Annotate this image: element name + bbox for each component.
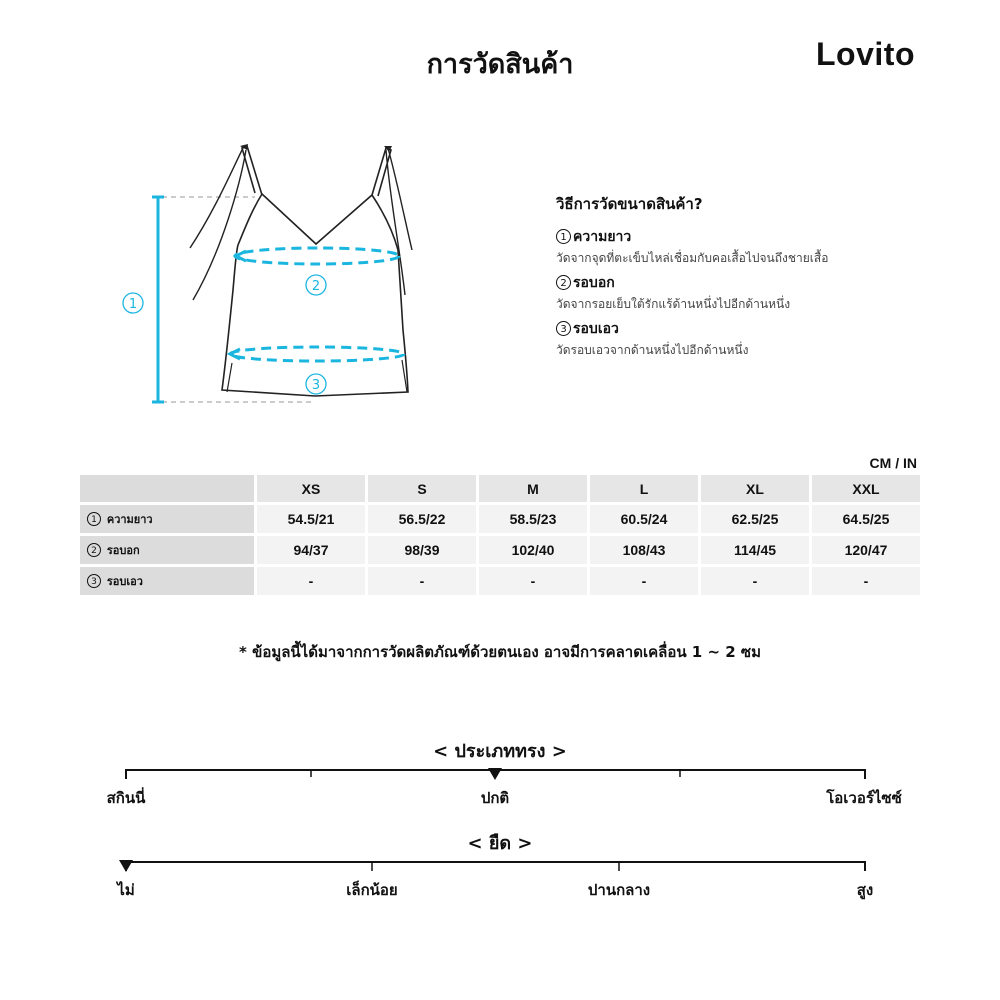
step-3-description: วัดรอบเอวจากด้านหนึ่งไปอีกด้านหนึ่ง xyxy=(556,343,749,357)
table-row xyxy=(80,567,920,595)
table-cell: - xyxy=(812,567,920,595)
table-header-row xyxy=(80,475,920,502)
table-cell: 60.5/24 xyxy=(590,505,698,533)
table-cell: 102/40 xyxy=(479,536,587,564)
table-cell: 114/45 xyxy=(701,536,809,564)
step-2-label: รอบอก xyxy=(573,275,615,291)
table-cell: - xyxy=(701,567,809,595)
stretch-selected-marker xyxy=(119,860,133,872)
table-cell: 56.5/22 xyxy=(368,505,476,533)
row-label: 1 ความยาว xyxy=(80,505,254,533)
table-row xyxy=(80,536,920,564)
step-3-label: รอบเอว xyxy=(573,321,619,337)
table-row xyxy=(80,505,920,533)
how-to-title: วิธีการวัดขนาดสินค้า? xyxy=(556,195,703,213)
size-header: XXL xyxy=(812,475,920,502)
table-cell: 64.5/25 xyxy=(812,505,920,533)
size-header: M xyxy=(479,475,587,502)
fit-label-skinny: สกินนี่ xyxy=(106,789,146,807)
step-1-label: ความยาว xyxy=(573,229,632,245)
step-1-number: 1 xyxy=(556,229,571,244)
table-cell: 98/39 xyxy=(368,536,476,564)
table-cell: - xyxy=(479,567,587,595)
stretch-label-none: ไม่ xyxy=(117,881,135,899)
fit-label-regular: ปกติ xyxy=(480,789,510,807)
table-cell: 62.5/25 xyxy=(701,505,809,533)
size-header: S xyxy=(368,475,476,502)
table-cell: 54.5/21 xyxy=(257,505,365,533)
page-title: การวัดสินค้า xyxy=(426,49,574,80)
table-cell: 58.5/23 xyxy=(479,505,587,533)
table-cell: 108/43 xyxy=(590,536,698,564)
row-label: 2 รอบอก xyxy=(80,536,254,564)
size-header: L xyxy=(590,475,698,502)
unit-label: CM / IN xyxy=(869,455,917,471)
step-3-number: 3 xyxy=(556,321,571,336)
brand-logo: Lovito xyxy=(816,36,915,72)
step-1-heading xyxy=(556,226,631,248)
table-cell: - xyxy=(590,567,698,595)
stretch-scale-title: < ยืด > xyxy=(467,833,533,854)
marker-2-text: 2 xyxy=(311,279,321,294)
table-cell: - xyxy=(368,567,476,595)
marker-1-text: 1 xyxy=(128,297,138,312)
garment-illustration xyxy=(100,130,430,420)
table-cell: 94/37 xyxy=(257,536,365,564)
size-table xyxy=(77,472,923,598)
step-1-description: วัดจากจุดที่ตะเข็บไหล่เชื่อมกับคอเสื้อไปจนถึงชายเสื้อ xyxy=(556,251,829,265)
table-cell: 120/47 xyxy=(812,536,920,564)
table-corner xyxy=(80,475,254,502)
stretch-label-medium: ปานกลาง xyxy=(587,881,651,899)
step-2-heading xyxy=(556,272,615,294)
size-header: XL xyxy=(701,475,809,502)
row-label: 3 รอบเอว xyxy=(80,567,254,595)
fit-selected-marker xyxy=(488,768,502,780)
measurement-note: * ข้อมูลนี้ได้มาจากการวัดผลิตภัณฑ์ด้วยตนเอง อาจมีการคลาดเคลื่อน 1 ~ 2 ซม xyxy=(239,643,761,661)
stretch-label-slight: เล็กน้อย xyxy=(346,881,398,899)
fit-label-oversize: โอเวอร์ไซซ์ xyxy=(826,789,902,807)
table-cell: - xyxy=(257,567,365,595)
size-header: XS xyxy=(257,475,365,502)
step-3-heading xyxy=(556,318,619,340)
fit-scale-title: < ประเภททรง > xyxy=(433,741,567,762)
step-2-number: 2 xyxy=(556,275,571,290)
stretch-label-high: สูง xyxy=(856,881,874,899)
step-2-description: วัดจากรอยเย็บใต้รักแร้ด้านหนึ่งไปอีกด้านหนึ่ง xyxy=(556,297,791,311)
marker-3-text: 3 xyxy=(311,378,321,393)
